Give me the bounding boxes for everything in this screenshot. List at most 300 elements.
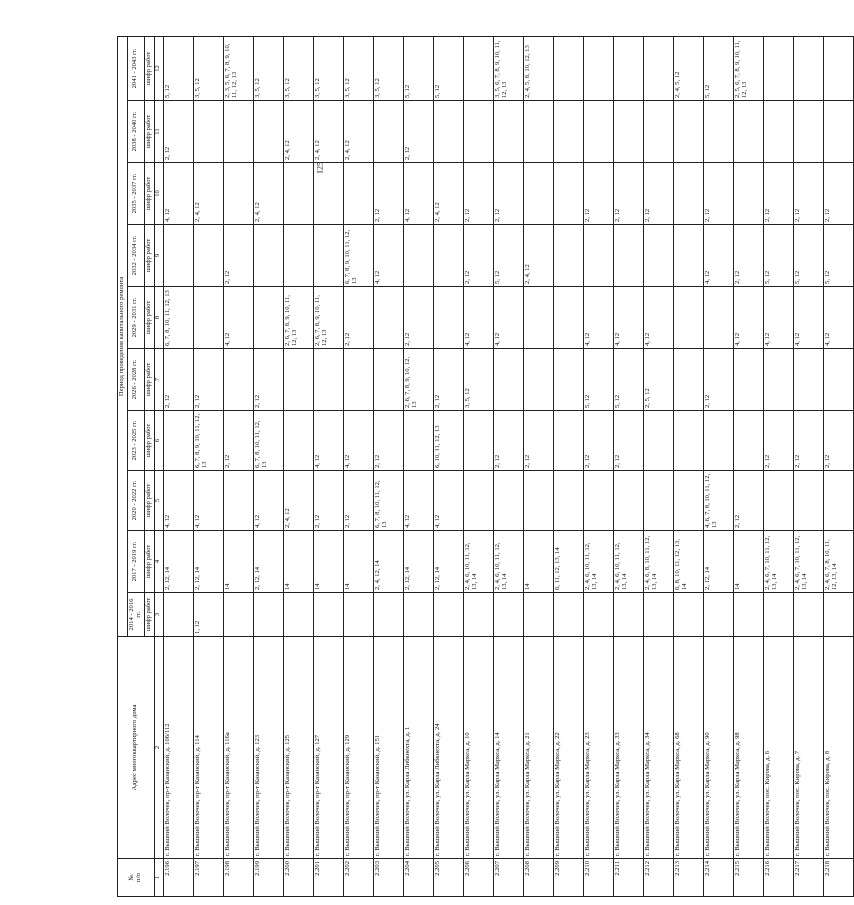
table-row <box>283 36 313 896</box>
row-work-codes <box>283 163 313 225</box>
row-work-codes <box>553 225 583 287</box>
header-work-code: шифр работ <box>144 349 154 411</box>
row-work-codes: 2, 4, 12 <box>253 163 283 225</box>
row-work-codes <box>523 287 553 349</box>
row-work-codes: 1, 12 <box>193 593 223 637</box>
row-address: г. Вышний Волочек, пос. Кирова, д. 8 <box>823 637 853 859</box>
row-work-codes: 2, 4, 6, 7, 10, 11, 12, 13, 14 <box>793 531 823 593</box>
header-period-9: 2038 - 2040 гг. <box>127 101 144 163</box>
row-work-codes <box>403 593 433 637</box>
row-work-codes <box>763 36 793 100</box>
row-work-codes: 4, 12 <box>733 287 763 349</box>
row-work-codes: 4, 12 <box>343 411 373 471</box>
row-number: 2.204 <box>403 859 433 897</box>
header-period-1: 2014 - 2016 гг. <box>127 593 144 637</box>
row-work-codes: 2, 4, 12, 14 <box>373 531 403 593</box>
row-work-codes <box>253 593 283 637</box>
row-work-codes <box>463 593 493 637</box>
row-address: г. Вышний Волочек, ул. Карла Маркса, д. 23 <box>583 637 613 859</box>
row-work-codes <box>523 349 553 411</box>
header-period-5: 2026 - 2028 гг. <box>127 349 144 411</box>
row-work-codes: 3, 5, 12 <box>313 36 343 100</box>
row-work-codes <box>553 349 583 411</box>
row-work-codes: 2, 12 <box>343 471 373 531</box>
row-work-codes <box>763 471 793 531</box>
table-row <box>523 36 553 896</box>
row-work-codes <box>823 471 853 531</box>
header-work-code: шифр работ <box>144 531 154 593</box>
header-index-row <box>154 36 163 896</box>
row-work-codes: 5, 12 <box>763 225 793 287</box>
row-number: 2.198 <box>223 859 253 897</box>
row-work-codes <box>223 593 253 637</box>
row-work-codes <box>673 225 703 287</box>
header-index-cell: 5 <box>154 471 163 531</box>
row-work-codes: 2, 12 <box>403 101 433 163</box>
row-work-codes <box>403 411 433 471</box>
row-address: г. Вышний Волочек, ул. Карла Маркса, д. 22 <box>553 637 583 859</box>
row-work-codes <box>403 225 433 287</box>
row-work-codes <box>313 225 343 287</box>
row-work-codes: 14 <box>523 531 553 593</box>
row-work-codes: 4, 12 <box>223 287 253 349</box>
row-number: 2.215 <box>733 859 763 897</box>
header-work-code: шифр работ <box>144 471 154 531</box>
row-address: г. Вышний Волочек, ул. Карла Маркса, д. 21 <box>523 637 553 859</box>
row-work-codes: 2, 4, 12 <box>523 225 553 287</box>
row-work-codes <box>793 36 823 100</box>
row-work-codes: 4, 12 <box>643 287 673 349</box>
row-address: г. Вышний Волочек, ул. Карла Маркса, д. 90 <box>703 637 733 859</box>
header-period-3: 2020 - 2022 гг. <box>127 471 144 531</box>
row-work-codes: 2, 12 <box>823 163 853 225</box>
row-work-codes: 2, 12, 14 <box>193 531 223 593</box>
row-work-codes: 2, 12 <box>793 411 823 471</box>
row-work-codes: 4, 12 <box>373 225 403 287</box>
row-number: 2.196 <box>163 859 193 897</box>
header-period-7: 2032 - 2034 гг. <box>127 225 144 287</box>
header-address: Адрес многоквартирного дома <box>118 637 155 859</box>
row-number: 2.197 <box>193 859 223 897</box>
header-index-cell: 7 <box>154 349 163 411</box>
row-work-codes <box>673 349 703 411</box>
row-work-codes: 2, 12 <box>463 225 493 287</box>
table-row <box>493 36 523 896</box>
row-work-codes: 2, 12 <box>763 411 793 471</box>
row-work-codes: 2, 12 <box>583 411 613 471</box>
row-work-codes <box>613 101 643 163</box>
row-work-codes <box>583 471 613 531</box>
row-work-codes: 2, 12 <box>763 163 793 225</box>
header-index-cell: 2 <box>154 637 163 859</box>
row-work-codes <box>283 411 313 471</box>
row-address: г. Вышний Волочек, ул. Карла Маркса, д. 98 <box>733 637 763 859</box>
row-work-codes: 14 <box>733 531 763 593</box>
row-work-codes <box>823 593 853 637</box>
row-work-codes <box>343 349 373 411</box>
row-work-codes <box>793 101 823 163</box>
row-work-codes <box>673 471 703 531</box>
row-work-codes <box>493 593 523 637</box>
row-work-codes <box>523 101 553 163</box>
table-row <box>193 36 223 896</box>
row-work-codes: 2, 4, 5, 8, 10, 12, 13 <box>523 36 553 100</box>
row-number: 2.203 <box>373 859 403 897</box>
row-work-codes: 2, 12 <box>163 101 193 163</box>
row-work-codes: 2, 12 <box>523 411 553 471</box>
row-work-codes <box>643 593 673 637</box>
row-work-codes <box>793 593 823 637</box>
row-work-codes <box>253 101 283 163</box>
table-row <box>613 36 643 896</box>
row-work-codes <box>433 225 463 287</box>
row-work-codes <box>313 349 343 411</box>
row-work-codes: 5, 12 <box>793 225 823 287</box>
table-row <box>823 36 853 896</box>
row-work-codes: 2, 6, 7, 8, 9, 10, 11, 12, 13 <box>283 287 313 349</box>
table-row <box>793 36 823 896</box>
row-work-codes: 6, 11, 12, 13, 14 <box>553 531 583 593</box>
row-work-codes: 2, 4, 6, 7, 8, 10, 11, 12, 13, 14 <box>823 531 853 593</box>
row-work-codes: 2, 12 <box>433 349 463 411</box>
row-work-codes <box>763 101 793 163</box>
row-work-codes <box>823 101 853 163</box>
header-period-8: 2035 - 2037 гг. <box>127 163 144 225</box>
table-row <box>433 36 463 896</box>
table-header <box>118 36 164 896</box>
row-work-codes: 2, 12 <box>403 287 433 349</box>
row-work-codes <box>493 349 523 411</box>
row-number: 2.211 <box>613 859 643 897</box>
row-work-codes <box>823 36 853 100</box>
row-number: 2.200 <box>283 859 313 897</box>
row-address: г. Вышний Волочек, ул. Карла Маркса, д. 68 <box>673 637 703 859</box>
header-index-cell: 9 <box>154 225 163 287</box>
row-work-codes: 2, 12 <box>223 411 253 471</box>
row-work-codes <box>643 101 673 163</box>
row-work-codes: 5, 12 <box>703 36 733 100</box>
row-number: 2.208 <box>523 859 553 897</box>
row-number: 2.201 <box>313 859 343 897</box>
row-work-codes <box>523 593 553 637</box>
row-address: г. Вышний Волочек, пр-т Казанский, д. 129 <box>343 637 373 859</box>
table-row <box>583 36 613 896</box>
row-work-codes: 14 <box>343 531 373 593</box>
row-work-codes <box>733 593 763 637</box>
row-address: г. Вышний Волочек, ул. Карла Либкнехта, д. 1 <box>403 637 433 859</box>
row-work-codes <box>343 593 373 637</box>
row-work-codes: 4, 12 <box>823 287 853 349</box>
header-index-cell: 10 <box>154 163 163 225</box>
row-address: г. Вышний Волочек, ул. Карла Маркса, д. 14 <box>493 637 523 859</box>
row-work-codes: 6, 7, 8, 10, 11, 12, 13 <box>253 411 283 471</box>
row-work-codes: 2, 4, 6, 7, 10, 11, 12, 13, 14 <box>763 531 793 593</box>
row-work-codes <box>733 349 763 411</box>
row-work-codes: 2, 12 <box>733 471 763 531</box>
row-work-codes: 2, 12, 14 <box>703 531 733 593</box>
row-number: 2.210 <box>583 859 613 897</box>
row-number: 2.207 <box>493 859 523 897</box>
table-row <box>223 36 253 896</box>
row-work-codes <box>283 593 313 637</box>
row-work-codes: 2, 4, 12 <box>433 163 463 225</box>
table-row <box>253 36 283 896</box>
row-work-codes: 2, 12 <box>343 287 373 349</box>
header-index-cell: 6 <box>154 411 163 471</box>
row-work-codes <box>643 225 673 287</box>
row-work-codes <box>613 593 643 637</box>
row-work-codes: 3, 5, 12 <box>373 36 403 100</box>
row-address: г. Вышний Волочек, ул. Карла Маркса, д. 33 <box>613 637 643 859</box>
table-row <box>733 36 763 896</box>
row-work-codes: 2, 12 <box>703 163 733 225</box>
table-row <box>643 36 673 896</box>
row-work-codes: 4, 12 <box>793 287 823 349</box>
row-work-codes <box>703 101 733 163</box>
row-work-codes: 4, 12 <box>463 287 493 349</box>
row-work-codes: 2, 5, 6, 7, 8, 9, 10, 11, 12, 13 <box>733 36 763 100</box>
row-work-codes: 2, 3, 5, 6, 7, 8, 9, 10, 11, 12, 13 <box>223 36 253 100</box>
header-index-cell: 1 <box>154 859 163 897</box>
row-work-codes <box>673 411 703 471</box>
row-work-codes <box>223 349 253 411</box>
row-work-codes <box>673 287 703 349</box>
row-work-codes: 2, 6, 7, 8, 9, 10, 12, 13 <box>403 349 433 411</box>
table-row <box>163 36 193 896</box>
row-number: 2.205 <box>433 859 463 897</box>
table-row <box>763 36 793 896</box>
row-work-codes <box>373 349 403 411</box>
row-work-codes: 2, 12 <box>463 163 493 225</box>
row-work-codes: 4, 12 <box>253 471 283 531</box>
row-work-codes <box>343 163 373 225</box>
row-work-codes <box>193 101 223 163</box>
row-work-codes <box>793 471 823 531</box>
row-work-codes <box>583 593 613 637</box>
row-work-codes: 4, 12 <box>403 471 433 531</box>
header-period-10: 2041 - 2043 гг. <box>127 36 144 100</box>
row-work-codes: 4, 12 <box>613 287 643 349</box>
table-row <box>313 36 343 896</box>
row-work-codes <box>793 349 823 411</box>
row-work-codes <box>523 471 553 531</box>
row-address: г. Вышний Волочек, пр-т Казанский, д. 114 <box>193 637 223 859</box>
row-work-codes: 5, 12 <box>403 36 433 100</box>
row-work-codes <box>493 101 523 163</box>
row-work-codes: 2, 4, 12 <box>193 163 223 225</box>
row-number: 2.216 <box>763 859 793 897</box>
row-work-codes <box>493 471 523 531</box>
row-work-codes <box>583 225 613 287</box>
header-work-code: шифр работ <box>144 411 154 471</box>
row-address: г. Вышний Волочек, пр-т Казанский, д. 123 <box>253 637 283 859</box>
header-period-4: 2023 - 2025 гг. <box>127 411 144 471</box>
row-work-codes <box>223 101 253 163</box>
row-work-codes: 6, 7, 8, 10, 11, 12, 13 <box>373 471 403 531</box>
header-work-code: шифр работ <box>144 225 154 287</box>
row-work-codes: 5, 12 <box>163 36 193 100</box>
row-work-codes <box>283 349 313 411</box>
row-work-codes <box>463 411 493 471</box>
row-work-codes: 2, 12 <box>613 163 643 225</box>
row-work-codes: 5, 12 <box>613 349 643 411</box>
header-period-6: 2029 - 2031 гг. <box>127 287 144 349</box>
row-address: г. Вышний Волочек, пр-т Казанский, д. 127 <box>313 637 343 859</box>
row-work-codes <box>463 101 493 163</box>
row-work-codes: 6, 10, 11, 12, 13 <box>433 411 463 471</box>
row-work-codes <box>553 101 583 163</box>
row-work-codes: 2, 12 <box>223 225 253 287</box>
row-work-codes <box>193 287 223 349</box>
row-work-codes: 2, 4, 12 <box>283 471 313 531</box>
row-work-codes <box>613 225 643 287</box>
header-index-cell: 8 <box>154 287 163 349</box>
row-work-codes <box>763 349 793 411</box>
table-row <box>703 36 733 896</box>
row-work-codes: 14 <box>223 531 253 593</box>
header-index-cell: 3 <box>154 593 163 637</box>
row-work-codes: 2, 4, 5, 12 <box>673 36 703 100</box>
row-work-codes: 2, 12, 14 <box>163 531 193 593</box>
row-work-codes: 3, 5, 6, 7, 8, 9, 10, 11, 12, 13 <box>493 36 523 100</box>
row-work-codes <box>703 593 733 637</box>
header-num: № п/п <box>118 859 155 897</box>
row-work-codes: 3, 5, 12 <box>463 349 493 411</box>
table-row <box>403 36 433 896</box>
row-work-codes <box>433 593 463 637</box>
row-work-codes <box>703 411 733 471</box>
row-work-codes <box>523 163 553 225</box>
row-work-codes <box>673 101 703 163</box>
row-work-codes <box>673 593 703 637</box>
row-work-codes: 2, 4, 6, 10, 11, 12, 13, 14 <box>583 531 613 593</box>
row-work-codes: 2, 12 <box>163 349 193 411</box>
header-index-cell: 12 <box>154 36 163 100</box>
row-work-codes: 2, 12, 14 <box>433 531 463 593</box>
row-work-codes <box>613 471 643 531</box>
row-work-codes: 3, 5, 12 <box>253 36 283 100</box>
row-number: 2.206 <box>463 859 493 897</box>
row-work-codes <box>313 593 343 637</box>
row-work-codes: 2, 12 <box>373 411 403 471</box>
row-address: г. Вышний Волочек, ул. Карла Маркса, д. 34 <box>643 637 673 859</box>
row-work-codes: 3, 5, 12 <box>193 36 223 100</box>
row-work-codes <box>163 411 193 471</box>
row-work-codes: 2, 12, 14 <box>253 531 283 593</box>
row-work-codes <box>553 163 583 225</box>
row-work-codes: 2, 6, 7, 8, 9, 10, 11, 12, 13 <box>313 287 343 349</box>
row-work-codes: 2, 4, 6, 10, 11, 12, 13, 14 <box>493 531 523 593</box>
header-work-code: шифр работ <box>144 163 154 225</box>
header-work-code: шифр работ <box>144 101 154 163</box>
row-work-codes <box>223 471 253 531</box>
table-row <box>553 36 583 896</box>
row-work-codes: 6, 7, 8, 10, 11, 12, 13 <box>163 287 193 349</box>
row-work-codes: 4, 12 <box>403 163 433 225</box>
table-row <box>673 36 703 896</box>
row-work-codes <box>673 163 703 225</box>
row-address: г. Вышний Волочек, пос. Кирова, д. 6 <box>763 637 793 859</box>
row-work-codes <box>643 411 673 471</box>
row-number: 2.218 <box>823 859 853 897</box>
header-period-title: Период проведения капитального ремонта <box>118 36 128 636</box>
rotated-table-container <box>117 37 838 897</box>
row-number: 2.199 <box>253 859 283 897</box>
row-number: 2.217 <box>793 859 823 897</box>
row-work-codes: 2, 12 <box>193 349 223 411</box>
row-work-codes: 2, 4, 12 <box>343 101 373 163</box>
row-work-codes <box>433 287 463 349</box>
row-work-codes <box>433 101 463 163</box>
row-work-codes: 2, 12 <box>493 411 523 471</box>
row-address: г. Вышний Волочек, пр-т Казанский, д. 125 <box>283 637 313 859</box>
row-work-codes: 4, 12 <box>313 411 343 471</box>
row-work-codes: 14 <box>313 531 343 593</box>
row-work-codes <box>763 593 793 637</box>
header-work-code: шифр работ <box>144 36 154 100</box>
row-work-codes: 2, 4, 12 <box>283 101 313 163</box>
capital-repair-table <box>117 36 854 897</box>
row-work-codes <box>163 593 193 637</box>
row-work-codes: 2, 12, 14 <box>403 531 433 593</box>
header-work-code: шифр работ <box>144 287 154 349</box>
row-work-codes: 4, 12 <box>493 287 523 349</box>
row-work-codes: 2, 5, 12 <box>643 349 673 411</box>
row-work-codes: 14 <box>283 531 313 593</box>
row-work-codes <box>643 471 673 531</box>
row-work-codes <box>283 225 313 287</box>
header-work-code: шифр работ <box>144 593 154 637</box>
row-work-codes: 6, 8, 10, 11, 12, 13, 14 <box>673 531 703 593</box>
row-work-codes: 5, 12 <box>433 36 463 100</box>
row-work-codes <box>823 349 853 411</box>
row-address: г. Вышний Волочек, пр-т Казанский, д. 106/112 <box>163 637 193 859</box>
row-work-codes <box>583 101 613 163</box>
row-work-codes <box>253 287 283 349</box>
row-work-codes: 4, 12 <box>583 287 613 349</box>
row-work-codes <box>703 287 733 349</box>
row-address: г. Вышний Волочек, ул. Карла Либкнехта, д. 24 <box>433 637 463 859</box>
row-work-codes: 2, 12 <box>493 163 523 225</box>
row-work-codes <box>553 593 583 637</box>
row-work-codes: 5, 12 <box>493 225 523 287</box>
row-work-codes: 2, 4, 6, 10, 11, 12, 13, 14 <box>613 531 643 593</box>
row-address: г. Вышний Волочек, пр-т Казанский, д. 151 <box>373 637 403 859</box>
row-work-codes: 4, 12 <box>703 225 733 287</box>
row-work-codes: 2, 12 <box>793 163 823 225</box>
row-work-codes <box>373 287 403 349</box>
row-work-codes <box>193 225 223 287</box>
row-work-codes: 5, 12 <box>823 225 853 287</box>
row-address: г. Вышний Волочек, пр-т Казанский, д. 116а <box>223 637 253 859</box>
row-work-codes <box>733 411 763 471</box>
row-work-codes: 2, 12 <box>643 163 673 225</box>
row-address: г. Вышний Волочек, ул. Карла Маркса, д. 10 <box>463 637 493 859</box>
row-work-codes: 4, 12 <box>163 471 193 531</box>
row-work-codes: 2, 12 <box>253 349 283 411</box>
row-work-codes <box>733 101 763 163</box>
table-row <box>463 36 493 896</box>
row-work-codes <box>163 225 193 287</box>
row-work-codes: 4, 6, 7, 8, 10, 11, 12, 13 <box>703 471 733 531</box>
row-work-codes: 2, 4, 6, 8, 10, 11, 12, 13, 14 <box>643 531 673 593</box>
row-work-codes: 2, 12 <box>373 163 403 225</box>
row-work-codes <box>223 163 253 225</box>
row-number: 2.209 <box>553 859 583 897</box>
row-work-codes: 2, 12 <box>583 163 613 225</box>
row-work-codes: 6, 7, 8, 9, 10, 11, 12, 13 <box>343 225 373 287</box>
row-work-codes: 2, 12 <box>733 225 763 287</box>
